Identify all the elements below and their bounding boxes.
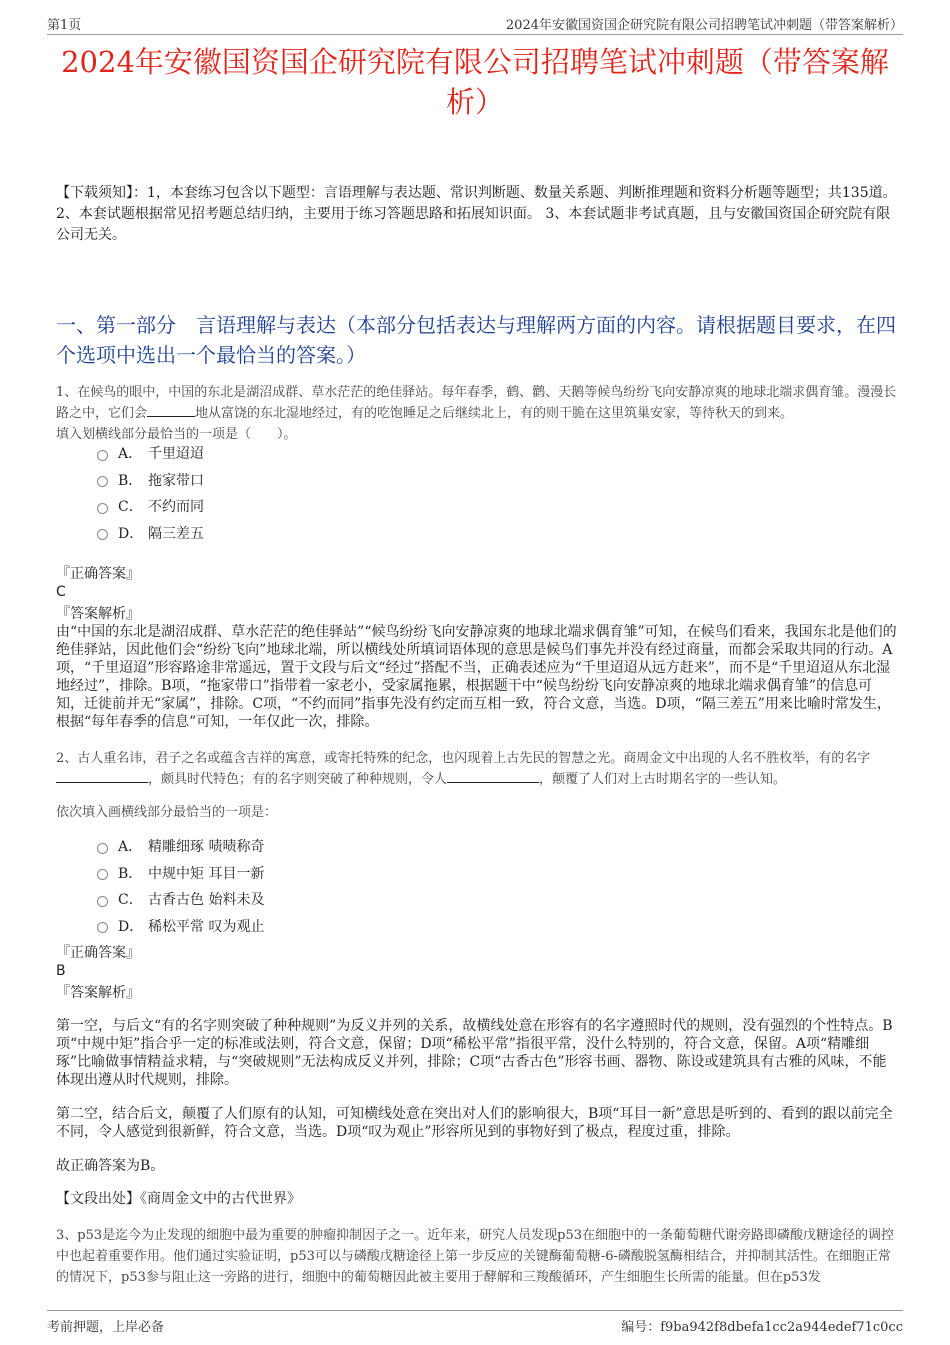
analysis-conclusion: 故正确答案为B。 xyxy=(56,1158,165,1174)
option-b[interactable]: B． 拖家带口 xyxy=(97,467,204,494)
header-doc-title: 2024年安徽国资国企研究院有限公司招聘笔试冲刺题（带答案解析） xyxy=(505,18,903,33)
radio-icon[interactable] xyxy=(97,843,108,854)
question-2-options xyxy=(97,833,264,939)
correct-answer: B xyxy=(56,963,66,979)
option-d[interactable]: D． 隔三差五 xyxy=(97,520,204,547)
analysis-title: 『答案解析』 xyxy=(56,606,140,622)
answer-title: 『正确答案』 xyxy=(56,566,140,582)
question-2-stem: 2、古人重名讳，君子之名或蕴含吉祥的寓意，或寄托特殊的纪念，也闪现着上古先民的智慧之光。商周金文中出现的人名不胜枚举，有的名字，颇具时代特色；有的名字则突破了种种规则，令人 ，颠覆了人们对上古时期名字的一些认知。 xyxy=(56,751,871,787)
analysis-paragraph-2: 第二空，结合后文，颠覆了人们原有的认知，可知横线处意在突出对人们的影响很大，B项“耳目一新”意思是听到的、看到的跟以前完全不同，令人感觉到很新鲜，符合文意，当选。D项“叹为观止”形容所见到的事物好到了极点，程度过重，排除。 xyxy=(56,1106,893,1140)
blank-line xyxy=(147,404,195,417)
correct-answer: C xyxy=(56,584,66,600)
analysis-text: 由“中国的东北是湖沼成群、草水茫茫的绝佳驿站”“候鸟纷纷飞向安静凉爽的地球北端求偶育雏”可知，在候鸟们看来，我国东北是他们的绝佳驿站，因此他们会“纷纷飞向”地球北端，所以横线处所填词语体现的意思是候鸟们事先并没有经过商量，而都会采取共同的行动。A项，“千里迢迢”形容路途非常遥远，置于文段与后文“经过”搭配不当，正确表述应为“千里迢迢从远方赶来”，而不是“千里迢迢从东北湿地经过”，排除。B项，“拖家带口”指带着一家老小，受家属拖累，根据题干中“候鸟纷纷飞向安静凉爽的地球北端求偶育雏”的信息可知，迁徙前并无“家属”，排除。C项，“不约而同”指事先没有约定而互相一致，符合文意，当选。D项，“隔三差五”用来比喻时常发生，根据“每年春季的信息”可知，一年仅此一次，排除。 xyxy=(56,624,897,730)
document-title: 2024年安徽国资国企研究院有限公司招聘笔试冲刺题（带答案解析） xyxy=(61,45,889,119)
question-1-stem: 1、在候鸟的眼中，中国的东北是湖沼成群、草水茫茫的绝佳驿站。每年春季，鹤、鹳、天鹅等候鸟纷纷飞向安静凉爽的地球北端求偶育雏。漫漫长路之中，它们会 地从富饶的东北湿地经过，有的吃饱睡足之后继续北上，有的则干脆在这里筑巢安家，等待秋天的到来。 xyxy=(56,385,897,421)
analysis-paragraph-1: 第一空，与后文“有的名字则突破了种种规则”为反义并列的关系，故横线处意在形容有的名字遵照时代的规则，没有强烈的个性特点。B项“中规中矩”指合乎一定的标准或法则，符合文意，保留；D项“稀松平常”指很平常，没什么特别的，符合文意，保留。A项“精雕细琢”比喻做事情精益求精，与“突破规则”无法构成反义并列，排除；C项“古香古色”形容书画、器物、陈设或建筑具有古雅的风味，不能体现出遵从时代规则，排除。 xyxy=(56,1018,893,1088)
blank-line xyxy=(56,770,148,783)
radio-icon[interactable] xyxy=(97,896,108,907)
page-footer xyxy=(47,1310,903,1339)
download-notice: 【下载须知】：1，本套练习包含以下题型：言语理解与表达题、常识判断题、数量关系题、判断推理题和资料分析题等题型；共135道。 2、本套试题根据常见招考题总结归纳，主要用于练习答题思路和拓展知识面。 3、本套试题非考试真题，且与安徽国资国企研究院有限公司无关。 xyxy=(56,185,897,243)
question-2-prompt: 依次填入画横线部分最恰当的一项是： xyxy=(56,805,278,820)
page-header xyxy=(47,14,903,35)
section-heading: 一、第一部分 言语理解与表达（本部分包括表达与理解两方面的内容。请根据题目要求，在四个选项中选出一个最恰当的答案。） xyxy=(56,313,896,367)
page-number: 第1页 xyxy=(47,18,82,33)
radio-icon[interactable] xyxy=(97,450,108,461)
blank-line xyxy=(447,770,539,783)
footer-slogan: 考前押题，上岸必备 xyxy=(47,1320,165,1335)
option-c[interactable]: C． 古香古色 始料未及 xyxy=(97,886,264,913)
option-a[interactable]: A． 千里迢迢 xyxy=(97,440,204,467)
answer-title: 『正确答案』 xyxy=(56,945,140,961)
question-1-prompt: 填入划横线部分最恰当的一项是（ ）。 xyxy=(56,427,297,442)
question-1-options xyxy=(97,440,204,546)
radio-icon[interactable] xyxy=(97,503,108,514)
radio-icon[interactable] xyxy=(97,922,108,933)
option-a[interactable]: A． 精雕细琢 啧啧称奇 xyxy=(97,833,264,860)
radio-icon[interactable] xyxy=(97,529,108,540)
radio-icon[interactable] xyxy=(97,869,108,880)
document-id: 编号：f9ba942f8dbefa1cc2a944edef71c0cc xyxy=(621,1320,903,1335)
analysis-title: 『答案解析』 xyxy=(56,985,140,1001)
question-3-stem: 3、p53是迄今为止发现的细胞中最为重要的肿瘤抑制因子之一。近年来，研究人员发现p53在细胞中的一条葡萄糖代谢旁路即磷酸戊糖途径的调控中也起着重要作用。他们通过实验证明，p53可以与磷酸戊糖途径上第一步反应的关键酶葡萄糖-6-磷酸脱氢酶相结合，并抑制其活性。在细胞正常的情况下，p53参与阻止这一旁路的进行，细胞中的葡萄糖因此被主要用于酵解和三羧酸循环，产生细胞生长所需的能量。但在p53发 xyxy=(56,1228,894,1285)
option-b[interactable]: B． 中规中矩 耳目一新 xyxy=(97,860,264,887)
option-d[interactable]: D． 稀松平常 叹为观止 xyxy=(97,913,264,940)
option-c[interactable]: C． 不约而同 xyxy=(97,493,204,520)
radio-icon[interactable] xyxy=(97,476,108,487)
text-source: 【文段出处】《商周金文中的古代世界》 xyxy=(56,1191,301,1207)
